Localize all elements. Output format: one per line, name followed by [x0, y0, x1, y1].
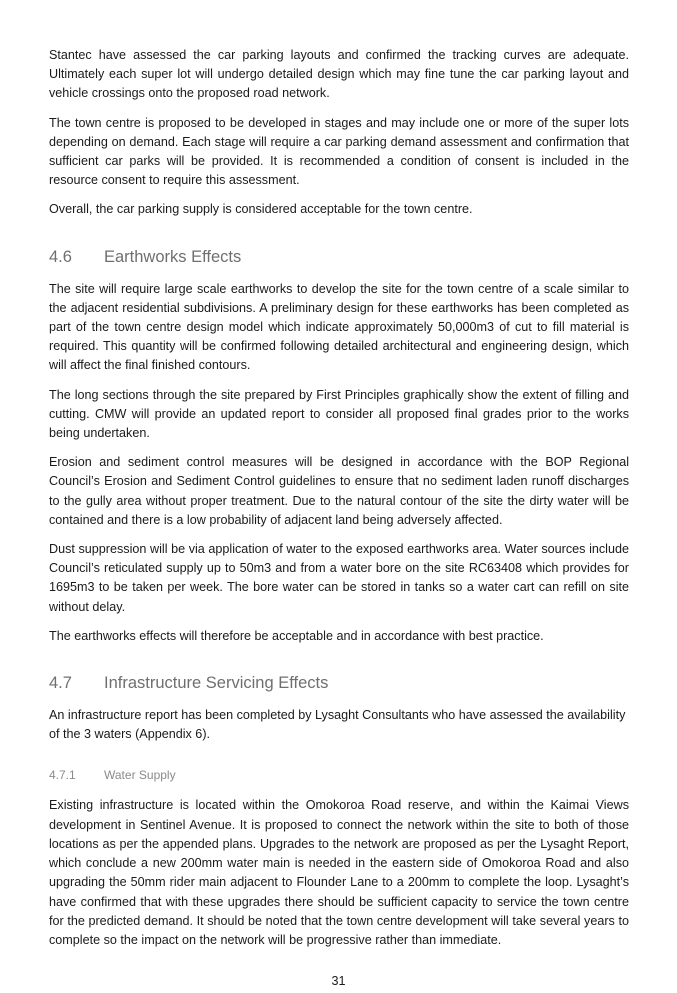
paragraph-water-supply: Existing infrastructure is located within the Omokoroa Road reserve, and within the Kaimai Views development in Sentinel Avenue. It is proposed to connect the network within the site to both of those locations as per the appended plans. Upgrades to the network are proposed as per the Lysaght Report, which conclude a new 200mm water main is needed in the eastern side of Omokoroa Road and also upgrading the 50mm rider main adjacent to Flounder Lane to a 200mm to complete the loop. Lysaght’s have confirmed that with these upgrades there should be sufficient capacity to service the town centre for the predicted demand. It should be noted that the town centre development will take several years to complete so the impact on the network will be progressive rather than immediate.	[49, 798, 629, 947]
paragraph-earthworks-scale: The site will require large scale earthworks to develop the site for the town centre of a scale similar to the adjacent residential subdivisions. A preliminary design for these earthworks has been completed as part of the town centre design model which indicate approximately 50,000m3 of cut to fill material is required. This quantity will be confirmed following detailed architectural and engineering design, which will affect the final finished contours.	[49, 281, 629, 373]
heading-number: 4.7.1	[49, 768, 76, 783]
paragraph-erosion-control: Erosion and sediment control measures will be designed in accordance with the BOP Regional Council’s Erosion and Sediment Control guidelines to ensure that no sediment laden runoff discharges to the gully area without proper treatment. Due to the natural contour of the site the dirty water will be contained and there is a low probability of adjacent land being adversely affected.	[49, 455, 629, 527]
heading-title: Infrastructure Servicing Effects	[104, 674, 329, 693]
heading-infrastructure-servicing	[49, 672, 629, 694]
heading-number: 4.6	[49, 247, 72, 266]
paragraph-infrastructure-report: An infrastructure report has been completed by Lysaght Consultants who have assessed the availability of the 3 waters (Appendix 6).	[49, 708, 626, 742]
paragraph-parking-summary: Overall, the car parking supply is considered acceptable for the town centre.	[49, 202, 473, 217]
paragraph-earthworks-sections: The long sections through the site prepared by First Principles graphically show the extent of filling and cutting. CMW will provide an updated report to consider all proposed final grades prior to the works being undertaken.	[49, 387, 629, 441]
heading-title: Water Supply	[104, 768, 176, 783]
document-page	[49, 46, 629, 960]
paragraph-parking-tracking: Stantec have assessed the car parking layouts and confirmed the tracking curves are adequate. Ultimately each super lot will undergo detailed design which may fine tune the car parking layout and vehicle crossings onto the proposed road network.	[49, 48, 629, 101]
heading-earthworks-effects	[49, 246, 629, 268]
paragraph-dust-suppression: Dust suppression will be via application of water to the exposed earthworks area. Water sources include Council’s reticulated supply up to 50m3 and from a water bore on the site RC63408 which provides for 1695m3 to be taken per week. The bore water can be stored in tanks so a water cart can refill on site without delay.	[49, 542, 629, 614]
heading-number: 4.7	[49, 674, 72, 693]
heading-title: Earthworks Effects	[104, 247, 242, 266]
paragraph-earthworks-conclusion: The earthworks effects will therefore be acceptable and in accordance with best practice.	[49, 628, 544, 643]
paragraph-parking-stages: The town centre is proposed to be developed in stages and may include one or more of the super lots depending on demand. Each stage will require a car parking demand assessment and confirmation that sufficient car parks will be provided. It is recommended a condition of consent is included in the resource consent to require this assessment.	[49, 115, 629, 188]
page-number: 31	[331, 974, 346, 988]
heading-water-supply	[49, 766, 629, 784]
